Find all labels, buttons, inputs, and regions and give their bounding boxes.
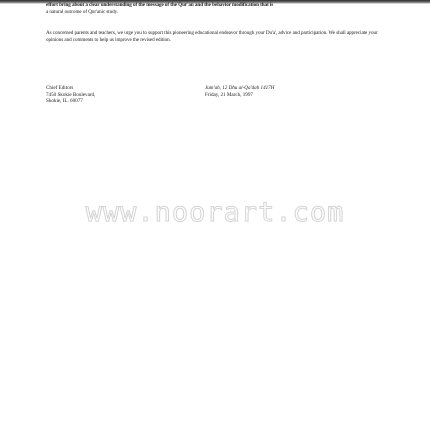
watermark-text: www.noorart.com	[85, 197, 345, 228]
editors-street: 7450 Skokie Boulevard,	[46, 91, 96, 98]
intro-line-1: effort bring about a clear understanding of the message of the Qur'an and the behavior modification that is	[46, 2, 274, 8]
intro-paragraph	[46, 2, 391, 15]
appeal-paragraph: As concerned parents and teachers, we urge you to support this pioneering educational endeavor through your Du'a', advice and participation. We shall appreciate your opinions and comments to help us improve the revised edition.	[46, 30, 378, 43]
editors-title: Chief Editors	[46, 85, 74, 91]
editors-city: Skokie, IL. 60077	[46, 98, 83, 105]
hijri-date: Jum'ah, 12 Dhu al-Qa'dah 1417H	[205, 85, 275, 91]
gregorian-date: Friday, 21 March, 1997	[205, 91, 253, 98]
intro-line-2: a natural outcome of Qur'anic study.	[46, 8, 119, 15]
editors-address-block	[46, 85, 95, 105]
date-block	[205, 85, 274, 98]
